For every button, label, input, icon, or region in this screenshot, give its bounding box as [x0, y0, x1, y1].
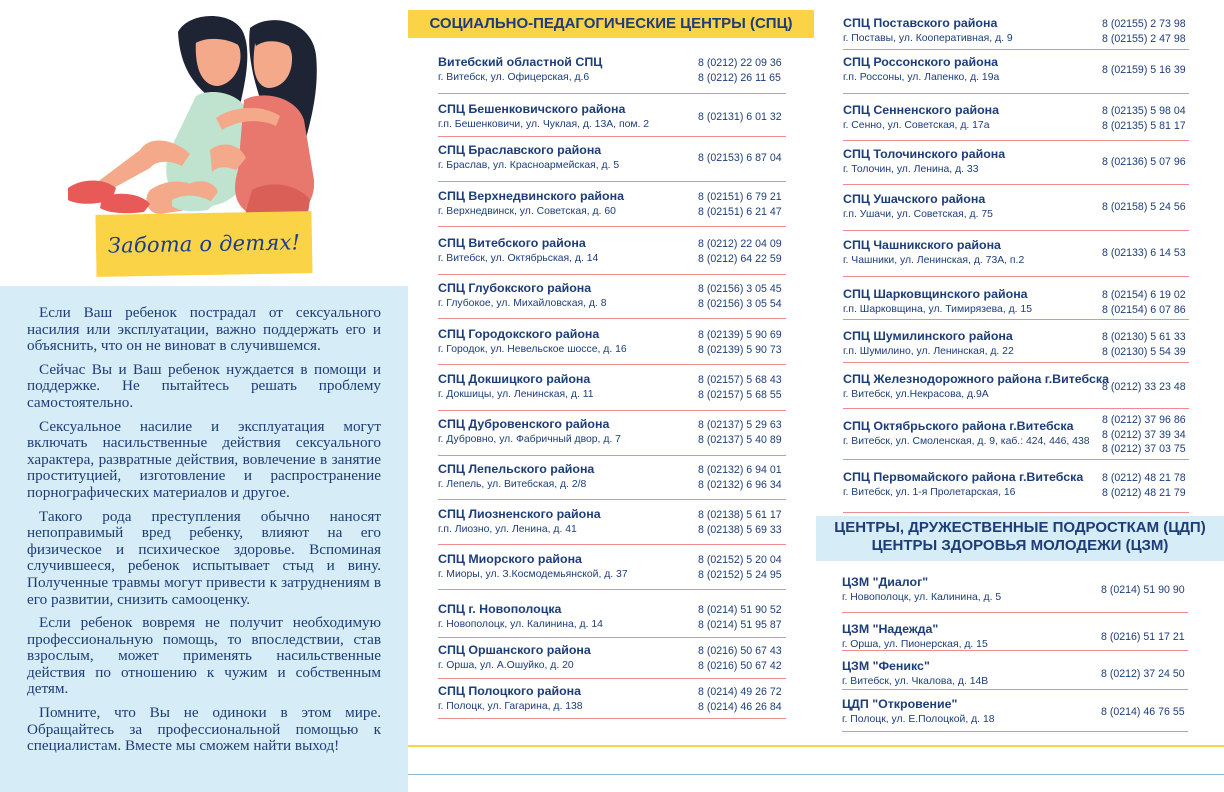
entry-separator	[843, 184, 1189, 185]
entry-separator	[438, 678, 786, 679]
center-phone: 8 (02137) 5 29 63	[698, 419, 782, 431]
center-name: СПЦ Верхнедвинского района	[438, 189, 624, 203]
center-phone: 8 (02138) 5 61 17	[698, 509, 782, 521]
entry-separator	[842, 612, 1188, 613]
advice-panel	[0, 286, 408, 792]
center-name: СПЦ Браславского района	[438, 143, 602, 157]
center-phone: 8 (02130) 5 61 33	[1102, 331, 1186, 343]
entry-separator	[438, 181, 786, 182]
entry-separator	[843, 319, 1189, 320]
center-phone: 8 (02132) 6 94 01	[698, 464, 782, 476]
center-address: г. Витебск, ул. Чкалова, д. 14В	[842, 676, 989, 687]
center-name: СПЦ Шумилинского района	[843, 329, 1013, 343]
center-address: г. Чашники, ул. Ленинская, д. 73А, п.2	[843, 255, 1025, 266]
bottom-line-yellow	[408, 745, 1224, 747]
center-address: г.п. Шумилино, ул. Ленинская, д. 22	[843, 346, 1014, 357]
entry-separator	[438, 637, 786, 638]
center-phone: 8 (02136) 5 07 96	[1102, 156, 1186, 168]
entry-separator	[842, 731, 1188, 732]
entry-separator	[843, 230, 1189, 231]
center-name: СПЦ Толочинского района	[843, 147, 1006, 161]
advice-paragraph: Если ребенок вовремя не получит необходимую профессиональную помощь, то впоследствии, став взрослым, может применять насильственные действия по отношению к чужим и собственным детям.	[27, 614, 381, 698]
center-address: г. Докшицы, ул. Ленинская, д. 11	[438, 389, 594, 400]
center-address: г. Новополоцк, ул. Калинина, д. 5	[842, 592, 1002, 603]
center-phone: 8 (0214) 49 26 72	[698, 686, 782, 698]
center-phone: 8 (02133) 6 14 53	[1102, 247, 1186, 259]
center-phone: 8 (0212) 37 39 34	[1102, 428, 1186, 441]
center-name: СПЦ Сенненского района	[843, 103, 1000, 117]
center-name: СПЦ г. Новополоцка	[438, 602, 562, 616]
center-name: ЦЗМ "Надежда"	[842, 622, 939, 636]
center-name: СПЦ Дубровенского района	[438, 417, 610, 431]
center-address: г.п. Шарковщина, ул. Тимирязева, д. 15	[843, 304, 1033, 315]
center-phone: 8 (0214) 51 90 90	[1101, 584, 1185, 596]
center-entry	[438, 602, 788, 646]
center-entry	[843, 414, 1189, 463]
center-phone: 8 (02135) 5 98 04	[1102, 105, 1186, 117]
center-phone: 8 (02131) 6 01 32	[698, 111, 782, 123]
center-phone: 8 (0214) 51 95 87	[698, 619, 782, 631]
entry-separator	[843, 362, 1189, 363]
center-address: г.п. Бешенковичи, ул. Чуклая, д. 13А, пом. 2	[438, 119, 650, 130]
entry-separator	[438, 318, 786, 319]
center-address: г. Новополоцк, ул. Калинина, д. 14	[438, 619, 603, 630]
center-phone: 8 (0212) 37 96 86	[1102, 414, 1186, 426]
center-address: г. Витебск, ул. Октябрьская, д. 14	[438, 253, 599, 264]
entry-separator	[843, 276, 1189, 277]
center-phone: 8 (02157) 5 68 43	[698, 374, 782, 386]
entry-separator	[843, 49, 1189, 50]
center-phone: 8 (0212) 48 21 78	[1102, 472, 1186, 484]
center-address: г. Витебск, ул. Смоленская, д. 9, каб.: 424, 446, 438	[843, 436, 1090, 447]
entry-separator	[842, 689, 1188, 690]
center-address: г. Сенно, ул. Советская, д. 17а	[843, 120, 990, 131]
center-name: СПЦ Поставского района	[843, 16, 998, 30]
youth-header-line1: ЦЕНТРЫ, ДРУЖЕСТВЕННЫЕ ПОДРОСТКАМ (ЦДП)	[834, 519, 1206, 536]
entry-separator	[438, 136, 786, 137]
entry-separator	[843, 93, 1189, 94]
center-address: г. Толочин, ул. Ленина, д. 33	[843, 164, 979, 175]
entry-separator	[843, 512, 1189, 513]
center-name: СПЦ Оршанского района	[438, 643, 591, 657]
center-entry	[843, 287, 1189, 331]
center-name: ЦЗМ "Диалог"	[842, 575, 929, 589]
center-name: СПЦ Ушачского района	[843, 192, 986, 206]
center-phone: 8 (02154) 6 19 02	[1102, 289, 1186, 301]
entry-separator	[843, 459, 1189, 460]
entry-separator	[438, 589, 786, 590]
center-phone: 8 (02138) 5 69 33	[698, 524, 782, 536]
center-entry	[843, 16, 1189, 60]
center-phone: 8 (02152) 5 24 95	[698, 569, 782, 581]
center-address: г. Витебск, ул.Некрасова, д.9А	[843, 389, 989, 400]
center-name: ЦДП "Откровение"	[842, 697, 958, 711]
center-name: СПЦ Шарковщинского района	[843, 287, 1028, 301]
center-address: г.п. Россоны, ул. Лапенко, д. 19а	[843, 72, 1000, 83]
entry-separator	[438, 274, 786, 275]
center-entry	[438, 643, 788, 687]
center-phone: 8 (0212) 48 21 79	[1102, 487, 1186, 499]
advice-paragraph: Сейчас Вы и Ваш ребенок нуждается в помощи и поддержке. Не пытайтесь решать проблему самостоятельно.	[27, 360, 381, 411]
center-name: СПЦ Витебского района	[438, 236, 586, 250]
advice-paragraph: Сексуальное насилие и эксплуатация могут включать насильственные действия сексуального характера, развратные действия, вовлечение в занятие проституцией, изготовление и распространение порнографических материалов и другое.	[27, 417, 381, 501]
center-address: г. Городок, ул. Невельское шоссе, д. 16	[438, 344, 627, 355]
entry-separator	[438, 455, 786, 456]
youth-header	[816, 516, 1224, 561]
center-name: СПЦ Октябрьского района г.Витебска	[843, 419, 1074, 433]
center-phone: 8 (02139) 5 90 73	[698, 344, 782, 356]
center-name: ЦЗМ "Феникс"	[842, 659, 930, 673]
youth-header-line2: ЦЕНТРЫ ЗДОРОВЬЯ МОЛОДЕЖИ (ЦЗМ)	[871, 537, 1169, 554]
center-address: г. Витебск, ул. 1-я Пролетарская, 16	[843, 487, 1016, 498]
bottom-line-blue	[408, 774, 1224, 775]
center-phone: 8 (0214) 46 76 55	[1101, 706, 1185, 718]
center-entry	[438, 102, 788, 146]
center-address: г. Лепель, ул. Витебская, д. 2/8	[438, 479, 587, 490]
entry-separator	[438, 499, 786, 500]
center-address: г. Полоцк, ул. Гагарина, д. 138	[438, 701, 583, 712]
entry-separator	[842, 650, 1188, 651]
center-entry	[843, 470, 1189, 514]
center-phone: 8 (02151) 6 79 21	[698, 191, 782, 203]
center-address: г. Глубокое, ул. Михайловская, д. 8	[438, 298, 607, 309]
center-entry	[842, 697, 1188, 741]
entry-separator	[438, 718, 786, 719]
center-name: СПЦ Первомайского района г.Витебска	[843, 470, 1084, 484]
center-address: г. Дубровно, ул. Фабричный двор, д. 7	[438, 434, 621, 445]
center-phone: 8 (02157) 5 68 55	[698, 389, 782, 401]
center-address: г. Браслав, ул. Красноармейская, д. 5	[438, 160, 620, 171]
center-phone: 8 (0212) 64 22 59	[698, 253, 782, 265]
center-phone: 8 (02155) 2 47 98	[1102, 33, 1186, 45]
center-address: г.п. Лиозно, ул. Ленина, д. 41	[438, 524, 577, 535]
center-phone: 8 (02158) 5 24 56	[1102, 201, 1186, 213]
center-name: СПЦ Миорского района	[438, 552, 582, 566]
center-phone: 8 (0212) 37 24 50	[1101, 668, 1185, 680]
center-entry	[843, 329, 1189, 373]
center-address: г. Миоры, ул. З.Космодемьянской, д. 37	[438, 569, 628, 580]
center-address: г. Витебск, ул. Офицерская, д.6	[438, 72, 590, 83]
entry-separator	[843, 140, 1189, 141]
center-phone: 8 (0212) 22 04 09	[698, 238, 782, 250]
center-address: г. Полоцк, ул. Е.Полоцкой, д. 18	[842, 714, 995, 725]
center-phone: 8 (0212) 22 09 36	[698, 57, 782, 69]
center-phone: 8 (02156) 3 05 45	[698, 283, 782, 295]
center-address: г. Орша, ул. Пионерская, д. 15	[842, 639, 988, 650]
center-address: г. Верхнедвинск, ул. Советская, д. 60	[438, 206, 616, 217]
center-phone: 8 (0214) 51 90 52	[698, 604, 782, 616]
center-address: г. Орша, ул. А.Ошуйко, д. 20	[438, 660, 574, 671]
center-name: СПЦ Глубокского района	[438, 281, 592, 295]
entry-separator	[438, 544, 786, 545]
center-name: СПЦ Железнодорожного района г.Витебска	[843, 372, 1109, 386]
center-phone: 8 (0212) 37 03 75	[1102, 443, 1186, 455]
center-phone: 8 (02156) 3 05 54	[698, 298, 782, 310]
center-phone: 8 (02152) 5 20 04	[698, 554, 782, 566]
center-phone: 8 (0216) 50 67 43	[698, 645, 782, 657]
entry-separator	[438, 93, 786, 94]
center-phone: 8 (02151) 6 21 47	[698, 206, 782, 218]
center-phone: 8 (02135) 5 81 17	[1102, 120, 1186, 132]
center-name: СПЦ Полоцкого района	[438, 684, 582, 698]
entry-separator	[438, 226, 786, 227]
center-name: СПЦ Городокского района	[438, 327, 600, 341]
center-name: СПЦ Бешенковичского района	[438, 102, 626, 116]
center-entry	[843, 372, 1189, 416]
entry-separator	[843, 408, 1189, 409]
center-phone: 8 (02139) 5 90 69	[698, 329, 782, 341]
center-phone: 8 (02153) 6 87 04	[698, 152, 782, 164]
entry-separator	[438, 364, 786, 365]
advice-paragraph: Если Ваш ребенок пострадал от сексуального насилия или эксплуатации, важно поддержать его и объяснить, что он не виноват в случившемся.	[27, 304, 381, 355]
entry-separator	[438, 410, 786, 411]
banner	[95, 211, 312, 277]
center-phone: 8 (02132) 6 96 34	[698, 479, 782, 491]
center-name: Витебский областной СПЦ	[438, 55, 603, 69]
center-name: СПЦ Лиозненского района	[438, 507, 601, 521]
center-address: г. Поставы, ул. Кооперативная, д. 9	[843, 33, 1013, 44]
center-phone: 8 (0212) 33 23 48	[1102, 381, 1186, 393]
spc-header: СОЦИАЛЬНО-ПЕДАГОГИЧЕСКИЕ ЦЕНТРЫ (СПЦ)	[408, 10, 814, 38]
advice-paragraph: Помните, что Вы не одиноки в этом мире. Обращайтесь за профессиональной помощью к специалистам. Вместе мы сможем найти выход!	[27, 704, 381, 755]
center-phone: 8 (0212) 26 11 65	[698, 72, 781, 84]
center-phone: 8 (02130) 5 54 39	[1102, 346, 1186, 358]
center-phone: 8 (0216) 50 67 42	[698, 660, 782, 672]
center-phone: 8 (02137) 5 40 89	[698, 434, 782, 446]
advice-paragraph: Такого рода преступления обычно наносят непоправимый вред ребенку, влияют на его физическое и психическое здоровье. Вспоминая случившееся, ребенок испытывает стыд и вину. Полученные травмы могут привести к затруднениям в его развитии, снизить самооценку.	[27, 507, 381, 608]
center-phone: 8 (02159) 5 16 39	[1102, 64, 1186, 76]
center-address: г.п. Ушачи, ул. Советская, д. 75	[843, 209, 993, 220]
center-phone: 8 (02155) 2 73 98	[1102, 18, 1186, 30]
banner-text: Забота о детях!	[107, 230, 301, 258]
center-name: СПЦ Лепельского района	[438, 462, 595, 476]
center-name: СПЦ Чашникского района	[843, 238, 1001, 252]
center-phone: 8 (0214) 46 26 84	[698, 701, 782, 713]
center-entry	[438, 684, 788, 728]
center-name: СПЦ Россонского района	[843, 55, 999, 69]
center-phone: 8 (02154) 6 07 86	[1102, 304, 1186, 316]
center-phone: 8 (0216) 51 17 21	[1101, 631, 1185, 643]
center-name: СПЦ Докшицкого района	[438, 372, 591, 386]
